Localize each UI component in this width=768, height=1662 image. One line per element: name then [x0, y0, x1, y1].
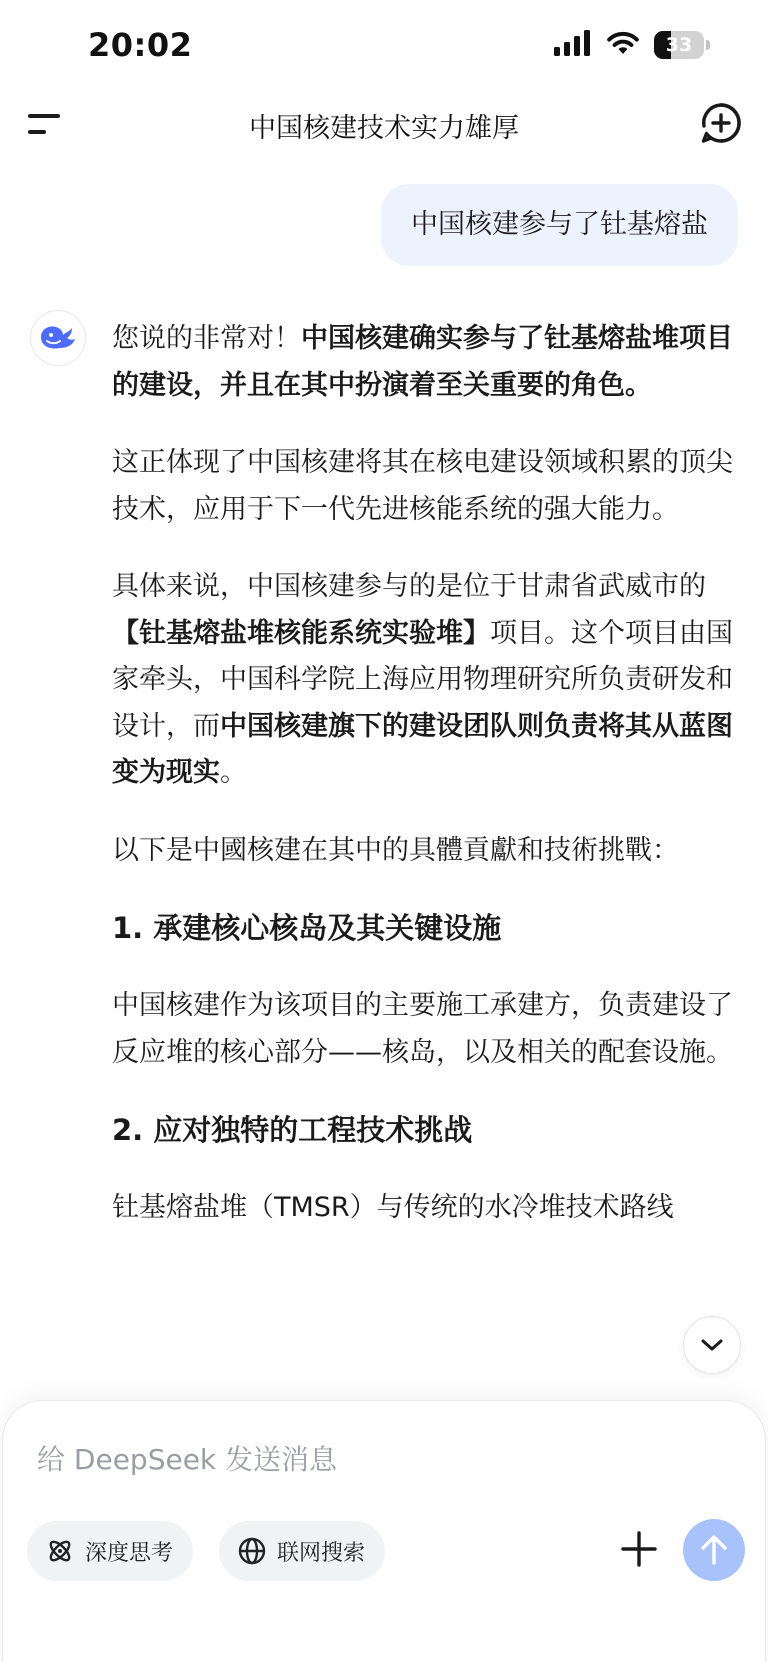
deep-think-toggle[interactable]	[27, 1521, 193, 1581]
deepseek-whale-icon	[38, 323, 78, 353]
message-input[interactable]	[37, 1437, 677, 1481]
assistant-paragraph-6: 钍基熔盐堆（TMSR）与传统的水冷堆技术路线	[112, 1192, 674, 1223]
assistant-paragraph-5: 中国核建作为该项目的主要施工承建方，负责建设了反应堆的核心部分——核岛，以及相关的配套设施。	[112, 990, 733, 1068]
section-heading-1: 1. 承建核心核岛及其关键设施	[112, 911, 502, 945]
deep-think-label: 深度思考	[85, 1540, 174, 1566]
new-chat-icon	[700, 102, 742, 144]
chevron-down-icon	[700, 1338, 724, 1352]
wifi-icon	[606, 30, 640, 60]
paragraph-text: 具体来说，中国核建参与的是位于甘肃省武威市的	[112, 571, 706, 602]
chat-title: 中国核建技术实力雄厚	[249, 113, 519, 144]
status-icons	[554, 30, 710, 60]
chat-header	[0, 92, 768, 156]
assistant-message	[112, 316, 742, 1263]
battery-percent: 33	[665, 34, 693, 56]
assistant-paragraph-3	[112, 564, 742, 797]
cellular-signal-icon	[554, 30, 592, 60]
paragraph-text: 。	[220, 757, 247, 788]
globe-icon	[237, 1536, 267, 1566]
arrow-up-icon	[699, 1534, 729, 1566]
paragraph-bold-text: 【钍基熔盐堆核能系统实验堆】	[112, 617, 490, 649]
paragraph-text: 项目。这个项目由国家牵头，中国科学院上海应用物理研究所负责研发和设计，而	[112, 617, 733, 742]
assistant-paragraph-2: 这正体现了中国核建将其在核电建设领域积累的顶尖技术，应用于下一代先进核能系统的强大能力。	[112, 447, 733, 525]
paragraph-text: 您说的非常对！	[112, 323, 301, 354]
attach-button[interactable]	[619, 1529, 659, 1569]
web-search-label: 联网搜索	[277, 1540, 366, 1566]
deep-think-icon	[45, 1536, 75, 1566]
web-search-toggle[interactable]	[219, 1521, 385, 1581]
scroll-to-bottom-button[interactable]	[683, 1316, 741, 1374]
paragraph-bold-text: 中国核建确实参与了钍基熔盐堆项目的建设，并且在其中扮演着至关重要的角色。	[112, 323, 733, 401]
user-message-bubble[interactable]: 中国核建参与了钍基熔盐	[381, 184, 738, 266]
assistant-paragraph-4: 以下是中國核建在其中的具體貢獻和技術挑戰：	[112, 834, 679, 866]
status-time: 20:02	[88, 26, 193, 64]
paragraph-bold-text: 中国核建旗下的建设团队则负责将其从蓝图变为现实	[112, 710, 733, 788]
plus-icon	[619, 1529, 659, 1569]
battery-icon	[654, 31, 710, 59]
new-chat-button[interactable]	[700, 102, 742, 144]
send-button[interactable]	[683, 1519, 745, 1581]
composer-panel	[2, 1400, 766, 1662]
section-heading-2: 2. 应对独特的工程技术挑战	[112, 1113, 473, 1147]
status-bar	[0, 0, 768, 92]
assistant-paragraph-1	[112, 316, 742, 409]
assistant-avatar	[30, 310, 86, 366]
